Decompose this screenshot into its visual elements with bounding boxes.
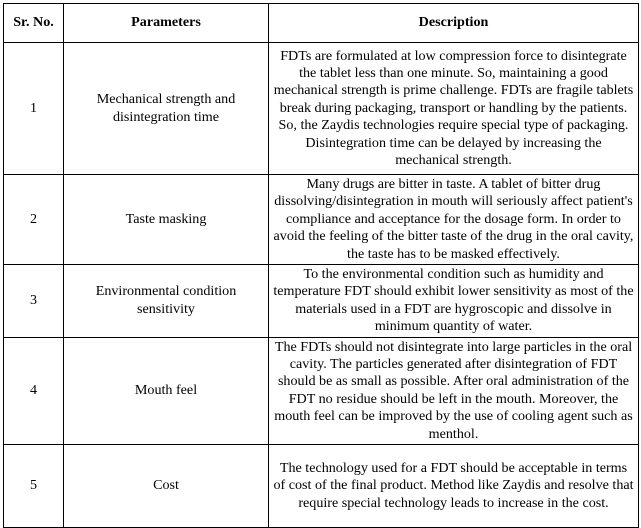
row-parameter: Taste masking (64, 175, 269, 265)
row-parameter: Cost (64, 445, 269, 528)
header-row (4, 4, 639, 43)
row-sr-number: 2 (4, 175, 64, 265)
row-description: FDTs are formulated at low compression force to disintegrate the tablet less than one minute. So, maintaining a good mechanical strength is prime challenge. FDTs are fragile tablets break during packaging, transport or handling by the patients. So, the Zaydis technologies require special type of packaging. Disintegration time can be delayed by increasing the mechanical strength. (269, 43, 639, 175)
header-description: Description (269, 4, 639, 43)
row-description: Many drugs are bitter in taste. A tablet of bitter drug dissolving/disintegration in mouth will seriously affect patient's compliance and acceptance for the dosage form. In order to avoid the feeling of the bitter taste of the drug in the oral cavity, the taste has to be masked effectively. (269, 175, 639, 265)
table-header (4, 4, 639, 43)
table-row (4, 43, 639, 175)
header-sr-no: Sr. No. (4, 4, 64, 43)
row-description: The technology used for a FDT should be acceptable in terms of cost of the final product. Method like Zaydis and resolve that require special technology leads to increase in the cost. (269, 445, 639, 528)
row-parameter: Environmental condition sensitivity (64, 265, 269, 338)
row-sr-number: 3 (4, 265, 64, 338)
table-row (4, 337, 639, 444)
table-row (4, 265, 639, 338)
row-sr-number: 5 (4, 445, 64, 528)
header-parameters: Parameters (64, 4, 269, 43)
table-container (3, 3, 639, 528)
row-sr-number: 4 (4, 337, 64, 444)
row-sr-number: 1 (4, 43, 64, 175)
row-parameter: Mechanical strength and disintegration time (64, 43, 269, 175)
row-description: To the environmental condition such as humidity and temperature FDT should exhibit lower sensitivity as most of the materials used in a FDT are hygroscopic and dissolve in minimum quantity of water. (269, 265, 639, 338)
table-row (4, 175, 639, 265)
row-description: The FDTs should not disintegrate into large particles in the oral cavity. The particles generated after disintegration of FDT should be as small as possible. After oral administration of the FDT no residue should be left in the mouth. Moreover, the mouth feel can be improved by the use of cooling agent such as menthol. (269, 337, 639, 444)
table-row (4, 445, 639, 528)
table-body (4, 43, 639, 528)
row-parameter: Mouth feel (64, 337, 269, 444)
fdt-challenges-table (3, 3, 639, 528)
